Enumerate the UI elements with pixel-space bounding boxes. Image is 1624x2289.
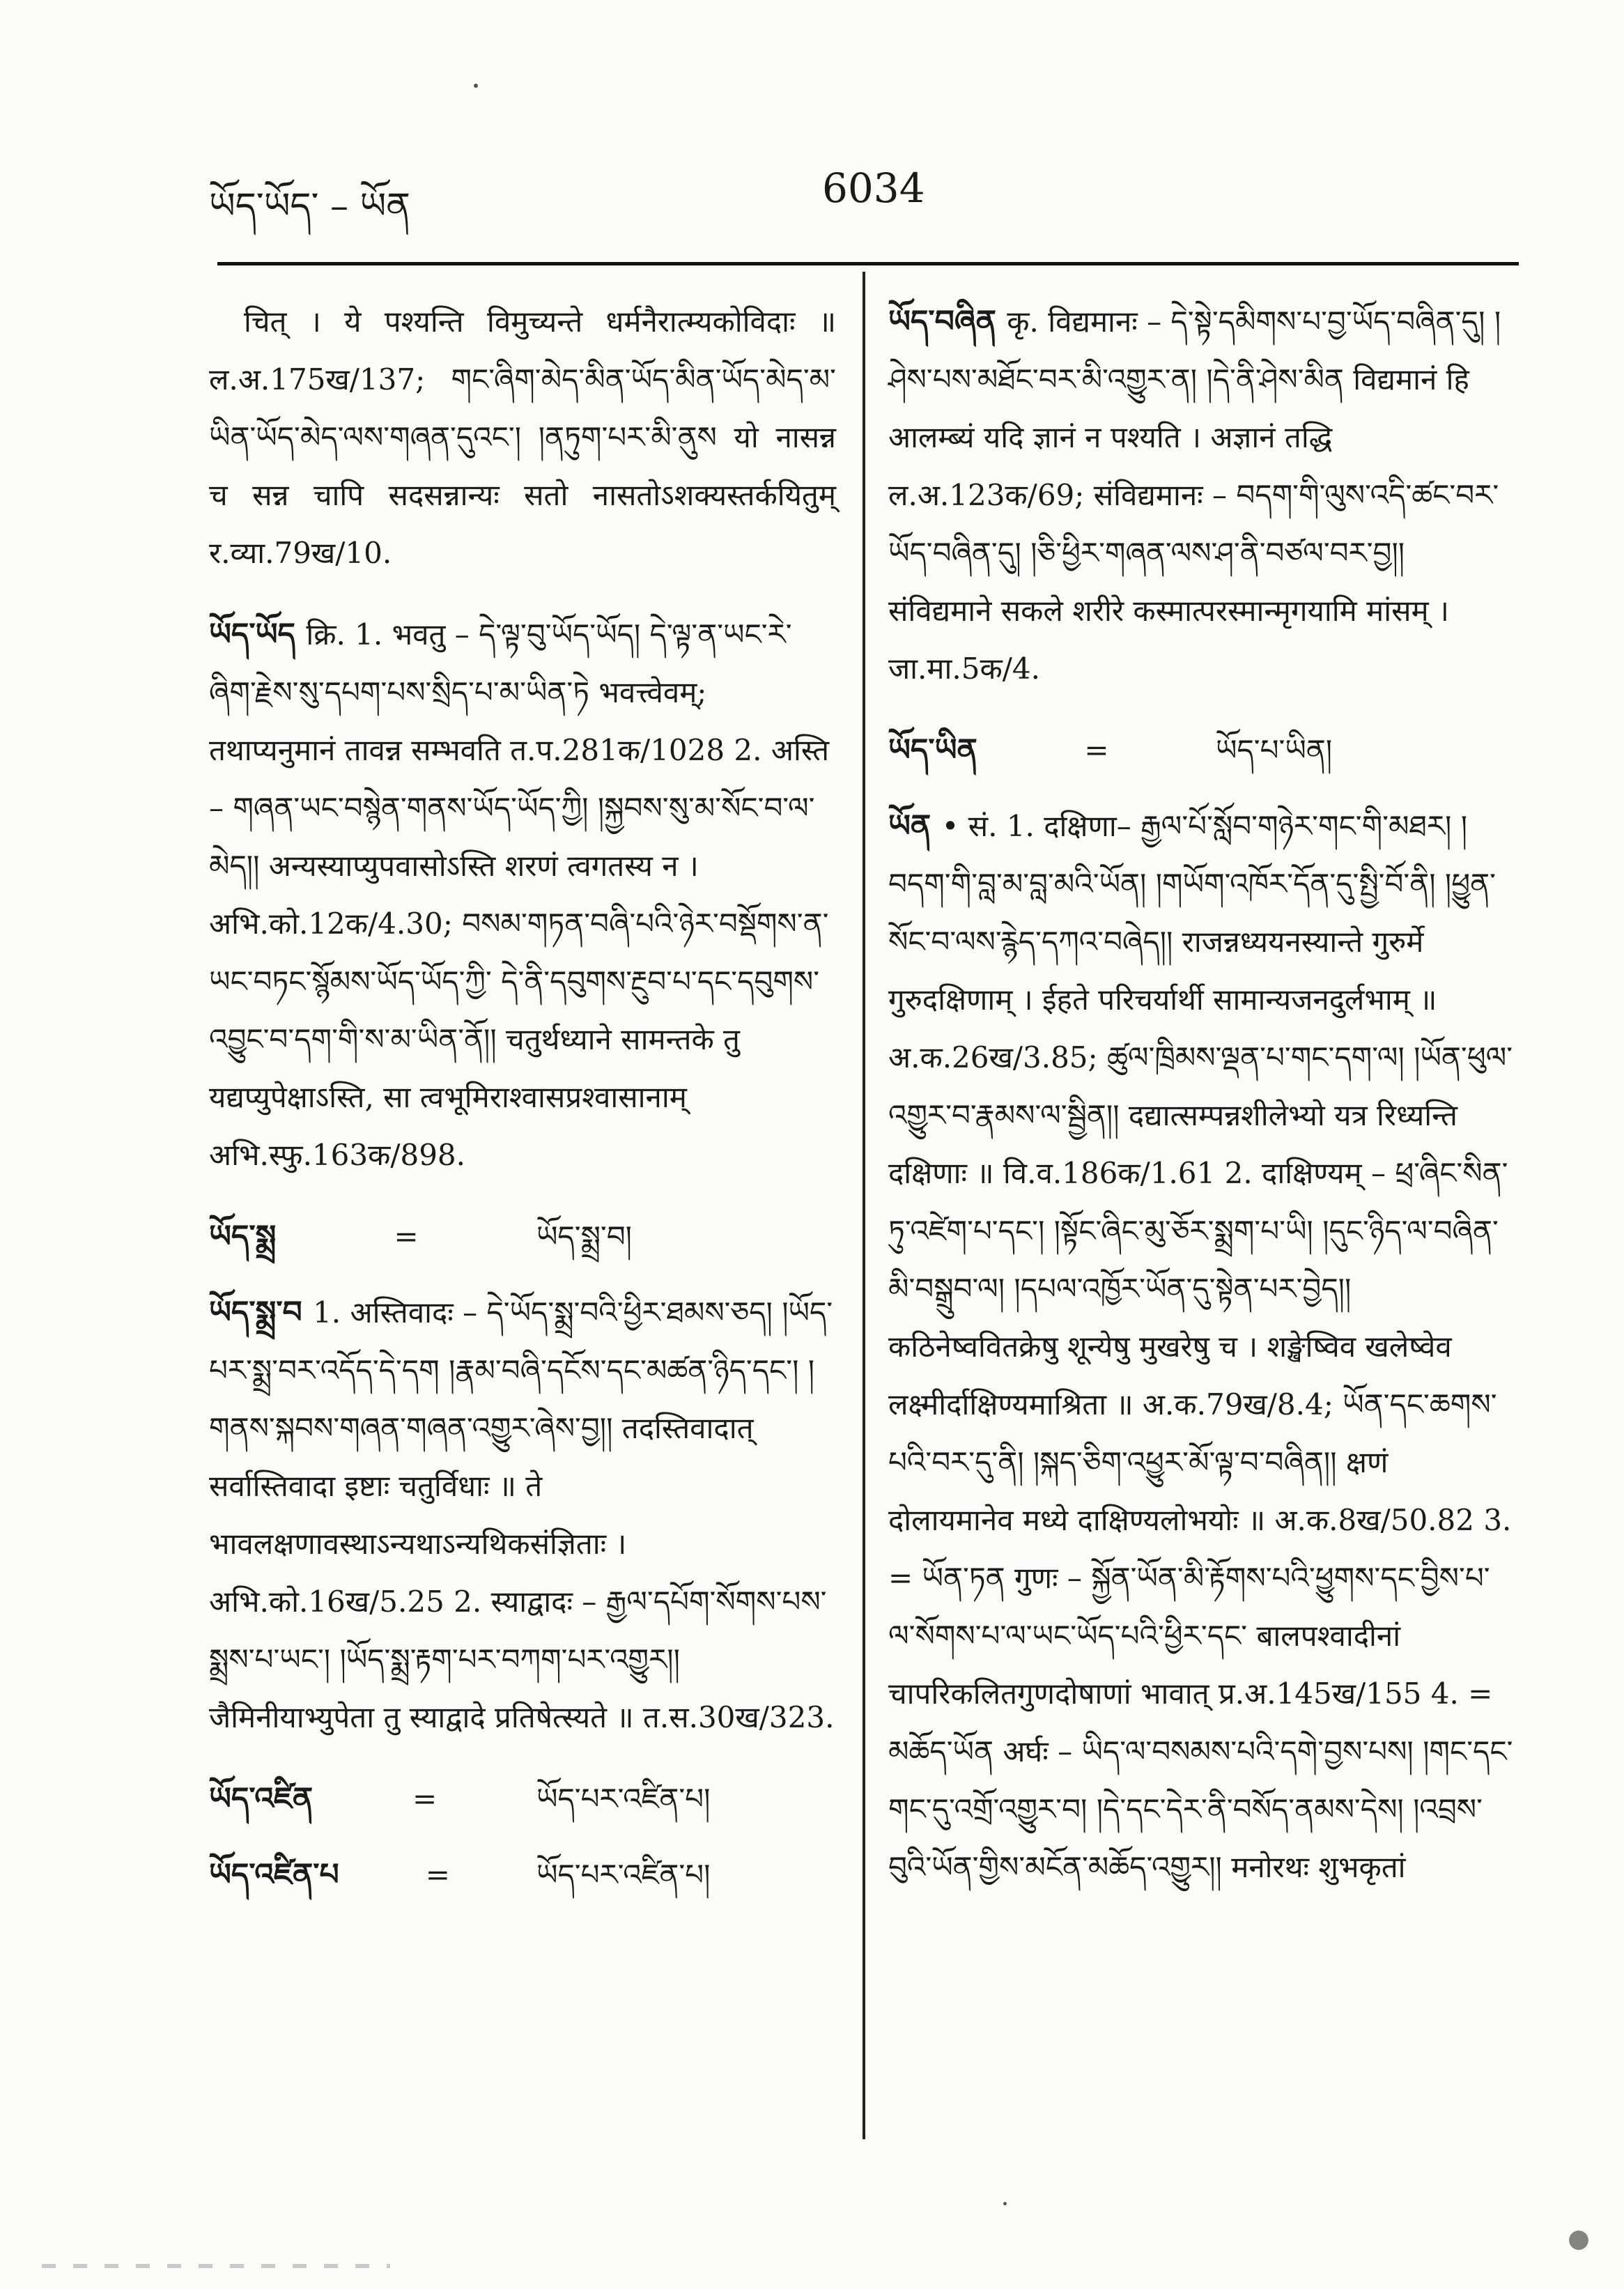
entry-yod-yod xyxy=(209,606,836,1184)
scan-speck xyxy=(1003,2202,1007,2205)
equals-sign: = xyxy=(412,1782,438,1816)
cross-reference-yod-dzin-pa xyxy=(209,1846,836,1904)
entry-continuation xyxy=(209,293,836,582)
headword: ཡོན xyxy=(888,808,942,844)
headword: ཡོད་འཛིན xyxy=(209,1781,314,1817)
column-divider xyxy=(863,272,865,2139)
entry-yod-bzhin xyxy=(888,293,1515,698)
right-column xyxy=(888,293,1515,1920)
entry-yod-smra-ba xyxy=(209,1284,836,1746)
cross-reference-yod-yin xyxy=(888,721,1515,779)
entry-body: क्रि. 1. भवतु – དེ་ལྟ་བུ་ཡོད་ཡོད། དེ་ལྟ་ན་ཡང་རེ་ཞིག་རྗེས་སུ་དཔག་པས་སྲིད་པ་མ་ཡིན་ཏེ भवत्त्वेवम्; तथाप्यनुमानं तावन्न सम्भवति त.प.281क/1028 2. अस्ति – གཞན་ཡང་བསྙེན་གནས་ཡོད་ཡོད་ཀྱི། །སྐྱབས་སུ་མ་སོང་བ་ལ་མེད།། अन्यस्याप्युपवासोऽस्ति शरणं त्वगतस्य न । अभि.को.12क/4.30; བསམ་གཏན་བཞི་པའི་ཉེར་བསྡོགས་ན་ཡང་བཏང་སྙོམས་ཡོད་ཡོད་ཀྱི་ དེ་ནི་དབུགས་རྔུབ་པ་དང་དབུགས་འབྱུང་བ་དག་གི་ས་མ་ཡིན་ནོ།། चतुर्थध्याने सामन्तके तु यद्यप्युपेक्षाऽस्ति, सा त्वभूमिराश्वासप्रश्वासानाम् अभि.स्फु.163क/898. xyxy=(209,617,830,1172)
cross-reference-target: ཡོད་སྨྲ་བ། xyxy=(536,1219,632,1254)
cross-reference-target: ཡོད་པར་འཛིན་པ། xyxy=(536,1782,711,1816)
entry-body: • सं. 1. दक्षिणा– རྒྱལ་པོ་སློབ་གཉེར་གང་གི་མཐར། །བདག་གི་བླ་མ་བླ་མའི་ཡོན། །གཡོག་འཁོར་དོན་དུ་སྤྱི་བོ་ནི། །ཕྱུན་སོང་བ་ལས་རྙེད་དཀའ་བཞེད།། राजन्नध्ययनस्यान्ते गुरुर्मे गुरुदक्षिणाम् । ईहते परिचर्यार्थी सामान्यजनदुर्लभाम् ॥ अ.क.26ख/3.85; ཚུལ་ཁྲིམས་ལྡན་པ་གང་དག་ལ། །ཡོན་ཕུལ་འགྱུར་བ་རྣམས་ལ་སྦྱིན།། दद्यात्सम्पन्नशीलेभ्यो यत्र रिध्यन्ति दक्षिणाः ॥ वि.व.186क/1.61 2. दाक्षिण्यम् – ཕྲ་ཞིང་སིན་ཏུ་འཛེག་པ་དང་། །སྟོང་ཞིང་མུ་ཅོར་སྨྲག་པ་ཡི། །དུང་ཉིད་ལ་བཞིན་མི་བསྒྲུབ་ལ། །དཔལ་འཁྱོར་ཡོན་དུ་སྟེན་པར་བྱེད།། कठिनेष्ववितक्रेषु शून्येषु मुखरेषु च । शङ्खेष्विव खलेष्वेव लक्ष्मीर्दाक्षिण्यमाश्रिता ॥ अ.क.79ख/8.4; ཡོན་དང་ཆགས་པའི་བར་དུ་ནི། །སྐད་ཅིག་འཕྱུར་མོ་ལྟ་བ་བཞིན།། क्षणं दोलायमानेव मध्ये दाक्षिण्यलोभयोः ॥ अ.क.8ख/50.82 3. = ཡོན་ཏན गुणः – སྐྱོན་ཡོན་མི་རྟོགས་པའི་ཕྱུགས་དང་བྱིས་པ་ལ་སོགས་པ་ལ་ཡང་ཡོད་པའི་ཕྱིར་དང་ बालपश्वादीनां चापरिकलितगुणदोषाणां भावात् प्र.अ.145ख/155 4. = མཆོད་ཡོན अर्घः – ཡིད་ལ་བསམས་པའི་དགེ་བྱས་པས། །གང་དང་གང་དུ་འགྲོ་འགྱུར་བ། །དེ་དང་དེར་ནི་བསོད་ནམས་དེས། །འབྲས་བུའི་ཡོན་གྱིས་མངོན་མཆོད་འགྱུར།། मनोरथः शुभकृतां xyxy=(888,809,1513,1884)
headword: ཡོད་སྨྲ་བ xyxy=(209,1295,314,1330)
page-number: 6034 xyxy=(822,164,925,212)
cross-reference-yod-smra xyxy=(209,1208,836,1265)
equals-sign: = xyxy=(425,1858,450,1892)
cross-reference-target: ཡོད་པར་འཛིན་པ། xyxy=(536,1858,711,1892)
equals-sign: = xyxy=(1084,733,1109,767)
headword: ཡོད་ཡོད xyxy=(209,617,307,652)
running-head: ཡོད་ཡོད་ – ཡོན xyxy=(209,185,410,227)
headword: ཡོད་སྨྲ xyxy=(209,1219,277,1254)
entry-body: कृ. विद्यमानः – དེ་སྟེ་དམིགས་པ་བྱ་ཡོད་བཞིན་དུ། །ཤེས་པས་མཐོང་བར་མི་འགྱུར་ན། །དེ་ནི་ཤེས་མིན विद्यमानं हि आलम्ब्यं यदि ज्ञानं न पश्यति । अज्ञानं तद्धि ल.अ.123क/69; संविद्यमानः – བདག་གི་ལུས་འདི་ཚང་བར་ཡོད་བཞིན་དུ། །ཅི་ཕྱིར་གཞན་ལས་ཤ་ནི་བཙལ་བར་བྱ།། संविद्यमाने सकले शरीरे कस्मात्परस्मान्मृगयामि मांसम् । जा.मा.5क/4. xyxy=(888,305,1501,686)
scan-corner-mark xyxy=(1561,2219,1596,2261)
entry-body: 1. अस्तिवादः – དེ་ཡོད་སྨྲ་བའི་ཕྱིར་ཐམས་ཅད། །ཡོད་པར་སྨྲ་བར་འདོད་དེ་དག །རྣམ་བཞི་དངོས་དང་མཚན་ཉིད་དང་། །གནས་སྐབས་གཞན་གཞན་འགྱུར་ཞེས་བྱ།། तदस्तिवादात् सर्वास्तिवादा इष्टाः चतुर्विधाः ॥ ते भावलक्षणावस्थाऽन्यथाऽन्यथिकसंज्ञिताः । अभि.को.16ख/5.25 2. स्याद्वादः – རྒྱལ་དཔོག་སོགས་པས་སྨྲས་པ་ཡང་། །ཡོད་སྨྲ་རྟག་པར་བཀག་པར་འགྱུར།། जैमिनीयाभ्युपेता तु स्याद्वादे प्रतिषेत्स्यते ॥ त.स.30ख/323. xyxy=(209,1295,835,1734)
headword: ཡོད་འཛིན་པ xyxy=(209,1857,339,1893)
cross-reference-target: ཡོད་པ་ཡིན། xyxy=(1216,733,1333,767)
entry-body: चित् । ये पश्यन्ति विमुच्यन्ते धर्मनैरात्म्यकोविदाः ॥ ल.अ.175ख/137; གང་ཞིག་མེད་མིན་ཡོད་མིན་ཡོད་མེད་མ་ཡིན་ཡོད་མེད་ལས་གཞན་དུའང་། །ནཏུག་པར་མི་ནུས यो नासन्न च सन्न चापि सदसन्नान्यः सतो नासतोऽशक्यस्तर्कयितुम् र.व्या.79ख/10. xyxy=(209,305,836,570)
header-rule xyxy=(217,262,1519,265)
left-column xyxy=(209,293,836,1922)
scan-edge-noise xyxy=(42,2264,390,2268)
entry-yon xyxy=(888,797,1515,1896)
cross-reference-yod-dzin xyxy=(209,1770,836,1828)
equals-sign: = xyxy=(394,1219,419,1254)
scan-speck xyxy=(474,84,478,88)
headword: ཡོད་ཡིན xyxy=(888,732,977,768)
headword: ཡོད་བཞིན xyxy=(888,304,1007,339)
